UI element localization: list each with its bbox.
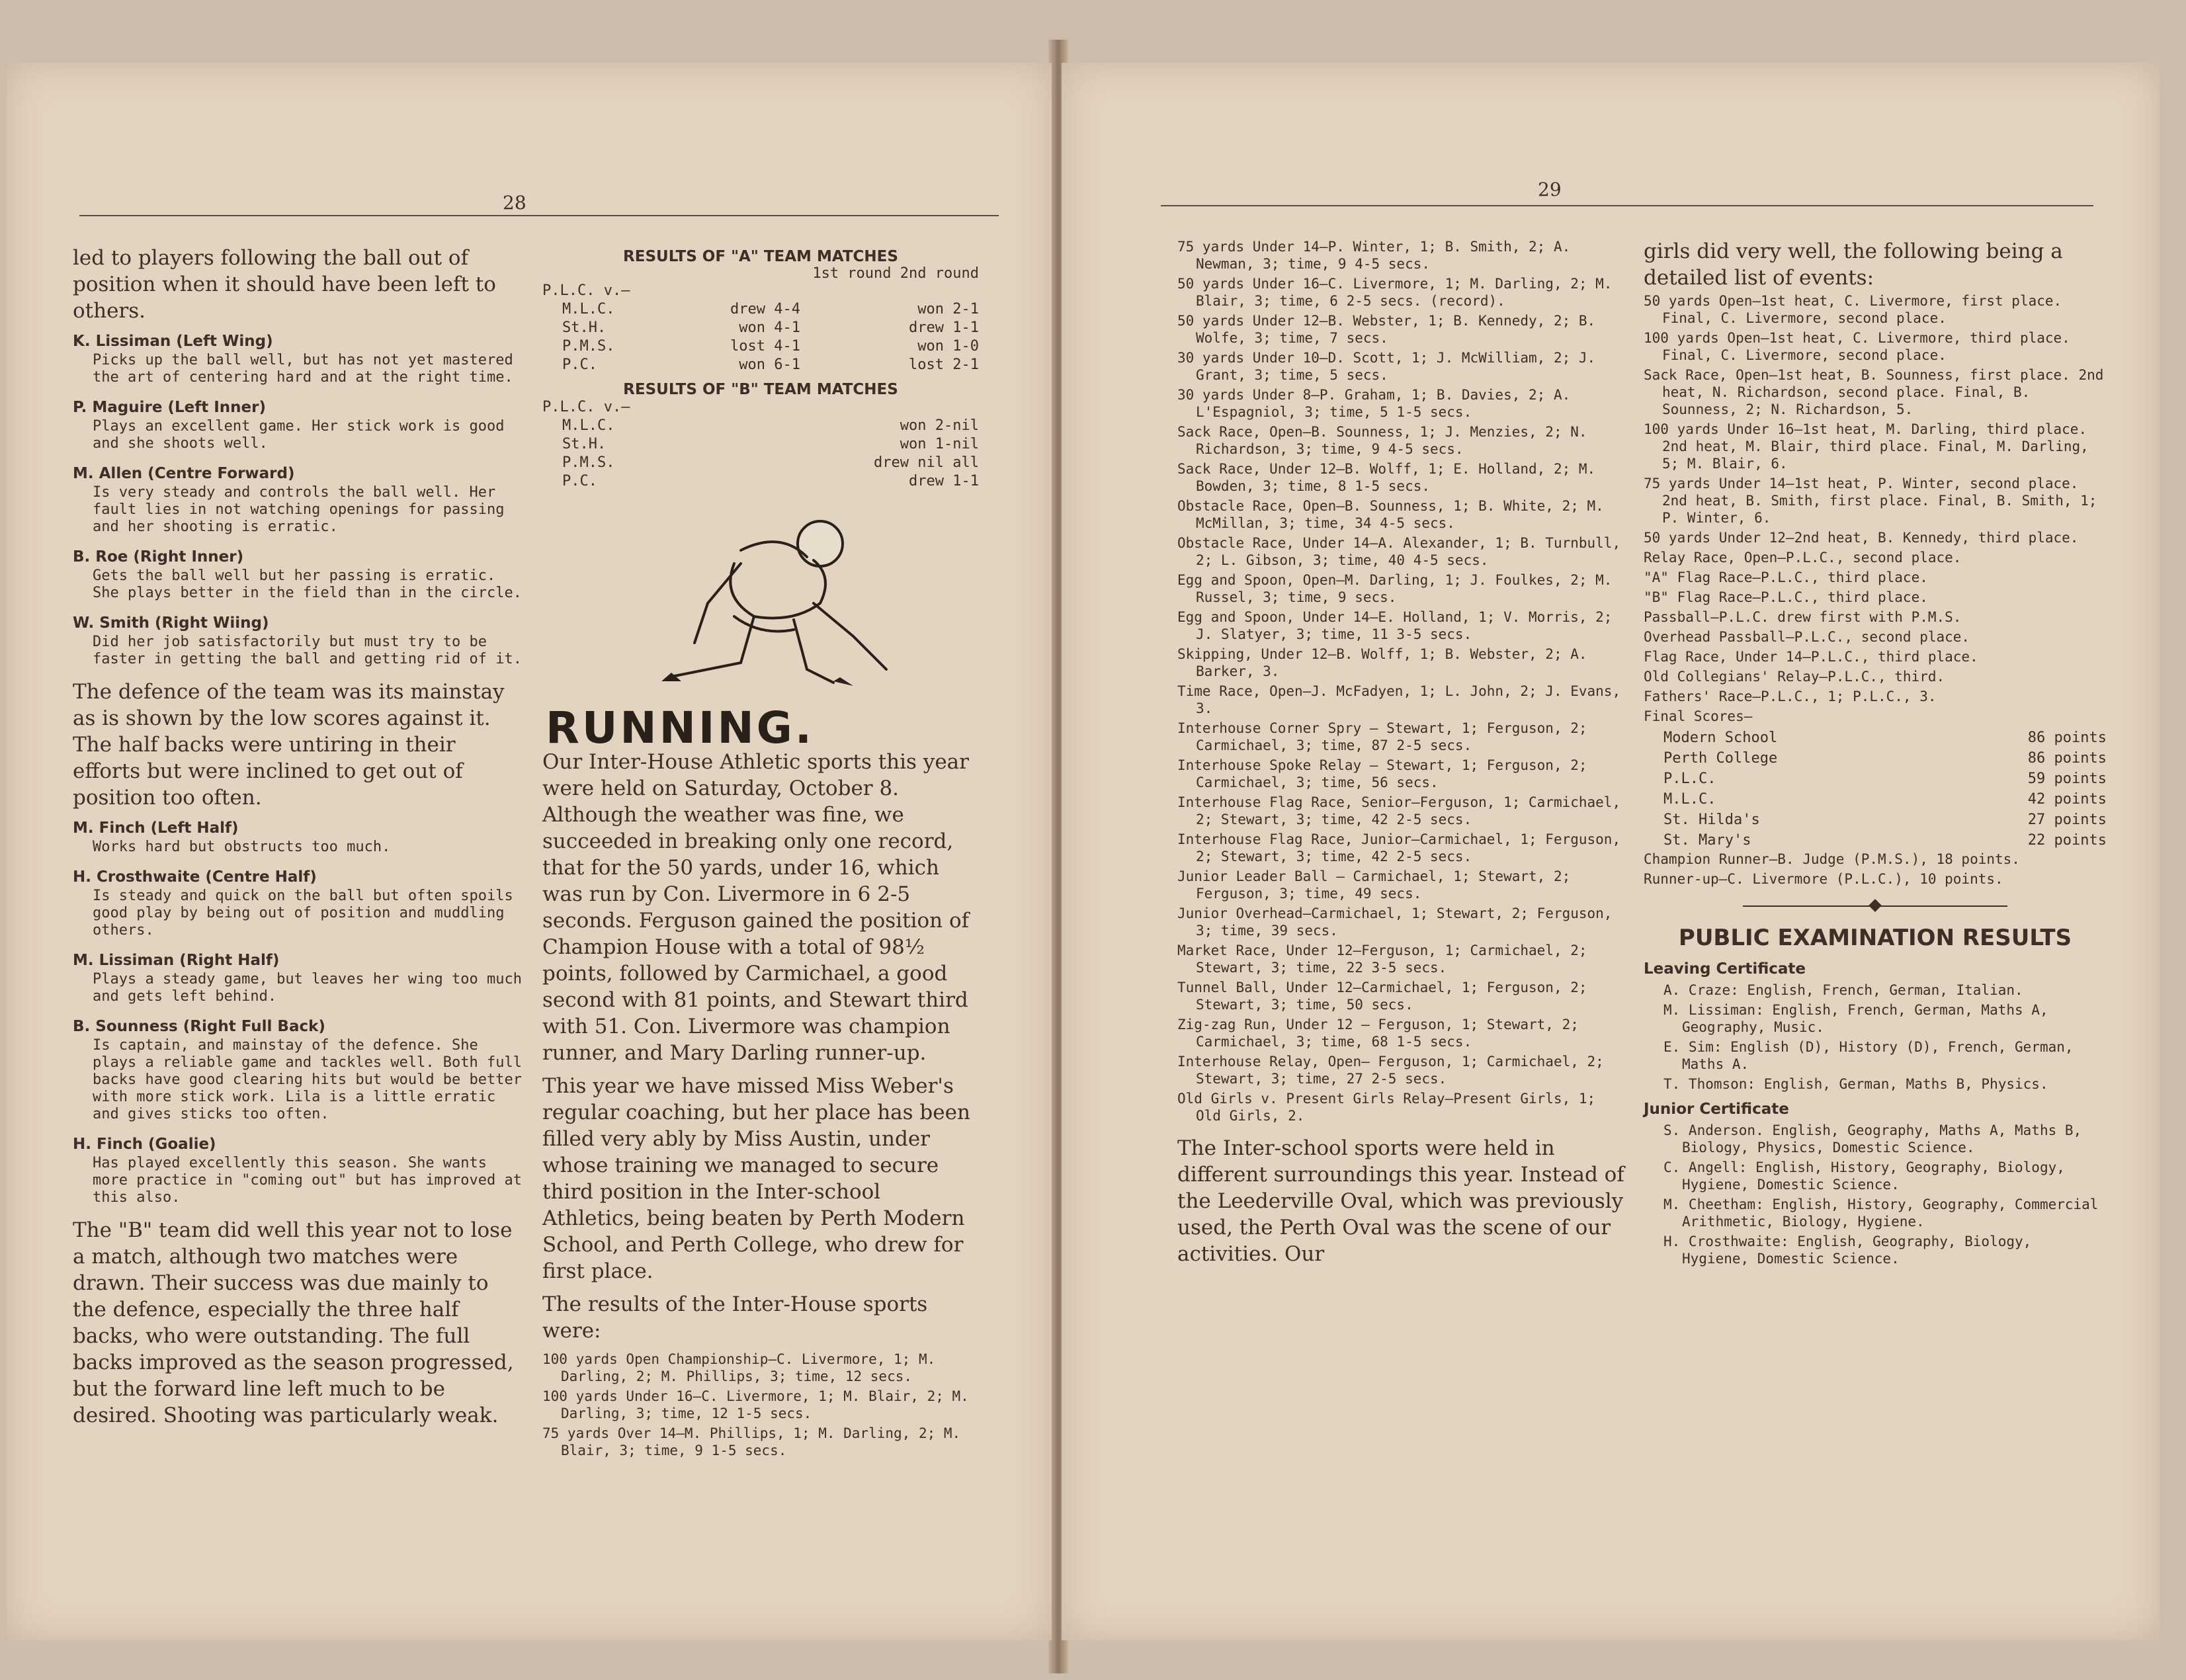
school-points: 42 points: [2027, 791, 2107, 808]
b-team-row: [562, 454, 979, 472]
race-result: Junior Leader Ball — Carmichael, 1; Stewart, 2; Ferguson, 3; time, 49 secs.: [1177, 868, 1571, 902]
school-name: St. Mary's: [1663, 832, 1751, 849]
race-result: Zig-zag Run, Under 12 — Ferguson, 1; Stewart, 2; Carmichael, 3; time, 68 1-5 secs.: [1177, 1017, 1579, 1050]
race-result: 50 yards Under 16—C. Livermore, 1; M. Darling, 2; M. Blair, 3; time, 6 2-5 secs. (record).: [1177, 276, 1613, 309]
player-comment: Plays a steady game, but leaves her wing too much and gets left behind.: [93, 971, 523, 1005]
school-name: Perth College: [1663, 750, 1778, 767]
junior-certificate-heading: Junior Certificate: [1644, 1101, 1789, 1118]
page-number: 29: [1538, 179, 1562, 200]
score-row: [1644, 810, 2107, 830]
event-entry: 50 yards Under 12—2nd heat, B. Kennedy, third place.: [1644, 530, 2079, 546]
public-exam-title: PUBLIC EXAMINATION RESULTS: [1678, 925, 2072, 951]
hockey-column: [73, 245, 523, 1435]
result: drew nil all: [874, 454, 979, 471]
opponent: P.M.S.: [562, 454, 615, 471]
student-result: H. Crosthwaite: English, Geography, Biology, Hygiene, Domestic Science.: [1663, 1234, 2032, 1267]
event-entry: Old Collegians' Relay—P.L.C., third.: [1644, 669, 1945, 685]
student-result: E. Sim: English (D), History (D), French, German, Maths A.: [1663, 1039, 2074, 1072]
b-team-results-title: RESULTS OF "B" TEAM MATCHES: [623, 381, 898, 398]
second-round-result: won 2-1: [917, 301, 979, 317]
left-page: [7, 63, 1052, 1640]
section-divider: [1644, 898, 2107, 914]
running-paragraph: Our Inter-House Athletic sports this year were held on Saturday, October 8. Although the weather was fine, we succeeded in breaking only one record, that for the 50 yards, under 16, which was run by Con. Livermore in 6 2-5 seconds. Ferguson gained the position of Champion House with a total of 98½ points, followed by Carmichael, a good second with 81 points, and Stewart third with 51. Con. Livermore was champion runner, and Mary Darling runner-up.: [542, 750, 970, 1065]
intro-text: led to players following the ball out of position when it should have been left to others.: [73, 246, 496, 323]
first-round-result: won 6-1: [739, 357, 800, 373]
player-name: B. Roe (Right Inner): [73, 548, 244, 566]
student-result: C. Angell: English, History, Geography, Biology, Hygiene, Domestic Science.: [1663, 1159, 2065, 1193]
race-result: Sack Race, Open—B. Sounness, 1; J. Menzies, 2; N. Richardson, 3; time, 9 4-5 secs.: [1177, 424, 1587, 457]
page-number: 28: [503, 192, 526, 214]
first-round-result: drew 4-4: [730, 301, 800, 317]
a-team-table: [542, 300, 979, 374]
rounds-header: 1st round 2nd round: [812, 265, 979, 282]
player-entry: [73, 397, 523, 452]
race-result: 75 yards Under 14—P. Winter, 1; B. Smith, 2; A. Newman, 3; time, 9 4-5 secs.: [1177, 239, 1571, 272]
running-paragraph: The results of the Inter-House sports were:: [542, 1292, 928, 1343]
a-team-row: [562, 319, 979, 337]
player-entry: [73, 950, 523, 1005]
student-result: M. Cheetham: English, History, Geography, Commercial Arithmetic, Biology, Hygiene.: [1663, 1197, 2099, 1230]
leaving-certificate-list: [1644, 982, 2107, 1093]
race-result: Egg and Spoon, Under 14—E. Holland, 1; V. Morris, 2; J. Slatyer, 3; time, 11 3-5 secs.: [1177, 609, 1613, 642]
school-points: 86 points: [2027, 750, 2107, 767]
a-team-vs: P.L.C. v.—: [542, 282, 630, 299]
student-result: S. Anderson. English, Geography, Maths A, Maths B, Biology, Physics, Domestic Science.: [1663, 1122, 2082, 1155]
running-paragraph: This year we have missed Miss Weber's regular coaching, but her place has been filled very ably by Miss Austin, under whose training we managed to secure third position in the Inter-school Athletics, being beaten by Perth Modern School, and Perth College, who drew for first place.: [542, 1074, 970, 1283]
event-entry: 100 yards Under 16—1st heat, M. Darling, third place. 2nd heat, M. Blair, third place. Final, M. Darling, 5; M. Blair, 6.: [1644, 421, 2089, 472]
forwards-list: [73, 331, 523, 668]
race-result: Tunnel Ball, Under 12—Carmichael, 1; Ferguson, 2; Stewart, 3; time, 50 secs.: [1177, 980, 1587, 1013]
race-result: 30 yards Under 8—P. Graham, 1; B. Davies, 2; A. L'Espagniol, 3; time, 5 1-5 secs.: [1177, 387, 1571, 420]
a-team-results-title: RESULTS OF "A" TEAM MATCHES: [623, 248, 898, 265]
race-result: Interhouse Relay, Open— Ferguson, 1; Carmichael, 2; Stewart, 3; time, 27 2-5 secs.: [1177, 1054, 1604, 1087]
race-result: Junior Overhead—Carmichael, 1; Stewart, 2; Ferguson, 3; time, 39 secs.: [1177, 905, 1613, 939]
school-points: 22 points: [2027, 832, 2107, 849]
opponent: P.C.: [562, 473, 597, 489]
race-result: Interhouse Corner Spry — Stewart, 1; Ferguson, 2; Carmichael, 3; time, 87 2-5 secs.: [1177, 720, 1587, 753]
player-name: M. Lissiman (Right Half): [73, 952, 280, 969]
race-result: Interhouse Spoke Relay — Stewart, 1; Ferguson, 2; Carmichael, 3; time, 56 secs.: [1177, 757, 1587, 790]
events-column: [1644, 238, 2107, 1270]
leaving-certificate-heading: Leaving Certificate: [1644, 960, 1806, 978]
b-team-row: [562, 472, 979, 491]
event-entry: Flag Race, Under 14—P.L.C., third place.: [1644, 649, 1978, 665]
defence-paragraph: The defence of the team was its mainstay as is shown by the low scores against it. The half backs were untiring in their efforts but were inclined to get out of position too often.: [73, 680, 505, 810]
school-name: St. Hilda's: [1663, 812, 1760, 828]
events-list: [1644, 292, 2107, 705]
score-row: [1644, 789, 2107, 810]
player-comment: Plays an excellent game. Her stick work is good and she shoots well.: [93, 418, 505, 452]
player-comment: Is steady and quick on the ball but often spoils good play by being out of position and muddling others.: [93, 888, 513, 939]
result: won 1-nil: [900, 436, 979, 452]
player-entry: [73, 331, 523, 386]
race-result: Obstacle Race, Under 14—A. Alexander, 1; B. Turnbull, 2; L. Gibson, 3; time, 40 4-5 secs.: [1177, 535, 1621, 568]
school-points: 86 points: [2027, 730, 2107, 746]
running-results-list: [542, 1351, 979, 1459]
player-comment: Gets the ball well but her passing is erratic. She plays better in the field than in the circle.: [93, 567, 523, 601]
champion-runner: Champion Runner—B. Judge (P.M.S.), 18 points.: [1644, 851, 2020, 867]
race-result: Skipping, Under 12—B. Wolff, 1; B. Webster, 2; A. Barker, 3.: [1177, 646, 1587, 679]
sports-results-list: [1177, 238, 1627, 1124]
opponent: P.M.S.: [562, 338, 615, 355]
player-comment: Did her job satisfactorily but must try to be faster in getting the ball and getting rid of it.: [93, 634, 523, 667]
second-round-result: lost 2-1: [909, 357, 979, 373]
player-entry: [73, 463, 523, 536]
event-entry: Overhead Passball—P.L.C., second place.: [1644, 629, 1970, 645]
b-team-row: [562, 435, 979, 454]
player-name: M. Allen (Centre Forward): [73, 465, 295, 482]
first-round-result: lost 4-1: [730, 338, 800, 355]
player-name: W. Smith (Right Wiing): [73, 614, 269, 632]
student-result: A. Craze: English, French, German, Italian.: [1663, 982, 2023, 998]
junior-certificate-list: [1644, 1122, 2107, 1267]
second-round-result: won 1-0: [917, 338, 979, 355]
diamond-icon: [1869, 899, 1882, 912]
opponent: St.H.: [562, 319, 607, 336]
opponent: M.L.C.: [562, 301, 615, 317]
player-entry: [73, 612, 523, 668]
event-entry: Passball—P.L.C. drew first with P.M.S.: [1644, 609, 1962, 625]
running-illustration: [542, 504, 979, 753]
event-entry: Sack Race, Open—1st heat, B. Sounness, first place. 2nd heat, N. Richardson, second place. Final, B. Sounness, 2; N. Richardson, 5.: [1644, 367, 2104, 417]
player-name: P. Maguire (Left Inner): [73, 399, 266, 416]
event-entry: "B" Flag Race—P.L.C., third place.: [1644, 589, 1928, 605]
final-scores-table: [1644, 728, 2107, 851]
school-points: 27 points: [2027, 812, 2107, 828]
school-name: P.L.C.: [1663, 771, 1716, 787]
player-entry: [73, 1016, 523, 1123]
score-row: [1644, 830, 2107, 851]
player-entry: [73, 546, 523, 602]
results-column: [542, 248, 979, 1462]
player-comment: Is very steady and controls the ball well. Her fault lies in not watching openings for passing and her shooting is erratic.: [93, 484, 505, 535]
b-team-paragraph: The "B" team did well this year not to lose a match, although two matches were drawn. Their success was due mainly to the defence, especially the three half backs, who were outstanding. The full backs improved as the season progressed, but the forward line left much to be desired. Shooting was particularly weak.: [73, 1218, 514, 1427]
player-entry: [73, 1134, 523, 1206]
events-intro: girls did very well, the following being a detailed list of events:: [1644, 239, 2063, 290]
score-row: [1644, 769, 2107, 789]
player-name: B. Sounness (Right Full Back): [73, 1018, 325, 1035]
event-entry: Fathers' Race—P.L.C., 1; P.L.C., 3.: [1644, 689, 1937, 704]
student-result: M. Lissiman: English, French, German, Maths A, Geography, Music.: [1663, 1002, 2048, 1035]
header-rule: [79, 215, 999, 216]
race-result: 30 yards Under 10—D. Scott, 1; J. McWilliam, 2; J. Grant, 3; time, 5 secs.: [1177, 350, 1596, 383]
player-entry: [73, 818, 523, 856]
b-team-row: [562, 417, 979, 435]
player-name: M. Finch (Left Half): [73, 819, 239, 837]
header-rule: [1161, 205, 2093, 206]
race-result: 100 yards Open Championship—C. Livermore, 1; M. Darling, 2; M. Phillips, 3; time, 12 secs.: [542, 1351, 936, 1384]
right-page: [1062, 63, 2160, 1640]
result: drew 1-1: [909, 473, 979, 489]
race-result: Time Race, Open—J. McFadyen, 1; L. John, 2; J. Evans, 3.: [1177, 683, 1621, 716]
student-result: T. Thomson: English, German, Maths B, Physics.: [1663, 1076, 2048, 1092]
race-result: 100 yards Under 16—C. Livermore, 1; M. Blair, 2; M. Darling, 3; time, 12 1-5 secs.: [542, 1388, 969, 1421]
player-comment: Has played excellently this season. She wants more practice in "coming out" but has improved at this also.: [93, 1155, 523, 1206]
race-result: Interhouse Flag Race, Junior—Carmichael, 1; Ferguson, 2; Stewart, 3; time, 42 2-5 secs.: [1177, 831, 1621, 864]
player-comment: Works hard but obstructs too much.: [93, 839, 391, 855]
school-points: 59 points: [2027, 771, 2107, 787]
a-team-row: [562, 356, 979, 374]
event-entry: "A" Flag Race—P.L.C., third place.: [1644, 569, 1928, 585]
a-team-row: [562, 337, 979, 356]
race-result: Obstacle Race, Open—B. Sounness, 1; B. White, 2; M. McMillan, 3; time, 34 4-5 secs.: [1177, 498, 1604, 531]
race-result: Interhouse Flag Race, Senior—Ferguson, 1; Carmichael, 2; Stewart, 3; time, 42 2-5 secs.: [1177, 794, 1621, 827]
b-team-table: [542, 417, 979, 491]
race-result: Market Race, Under 12—Ferguson, 1; Carmichael, 2; Stewart, 3; time, 22 3-5 secs.: [1177, 943, 1587, 976]
school-name: Modern School: [1663, 730, 1778, 746]
sports-results-column: [1177, 238, 1627, 1274]
player-name: K. Lissiman (Left Wing): [73, 333, 273, 350]
player-entry: [73, 866, 523, 939]
event-entry: Relay Race, Open—P.L.C., second place.: [1644, 550, 1962, 566]
first-round-result: won 4-1: [739, 319, 800, 336]
second-round-result: drew 1-1: [909, 319, 979, 336]
opponent: M.L.C.: [562, 417, 615, 434]
player-comment: Picks up the ball well, but has not yet mastered the art of centering hard and at the right time.: [93, 352, 513, 386]
event-entry: 100 yards Open—1st heat, C. Livermore, third place. Final, C. Livermore, second place.: [1644, 330, 2070, 363]
a-team-row: [562, 300, 979, 319]
score-row: [1644, 748, 2107, 769]
inter-school-paragraph: The Inter-school sports were held in different surroundings this year. Instead of the Leederville Oval, which was previously used, the Perth Oval was the scene of our activities. Our: [1177, 1136, 1624, 1266]
opponent: St.H.: [562, 436, 607, 452]
running-paragraphs: [542, 749, 979, 1344]
defenders-list: [73, 818, 523, 1206]
school-name: M.L.C.: [1663, 791, 1716, 808]
race-result: Old Girls v. Present Girls Relay—Present Girls, 1; Old Girls, 2.: [1177, 1091, 1596, 1124]
player-name: H. Crosthwaite (Centre Half): [73, 868, 317, 886]
race-result: Egg and Spoon, Open—M. Darling, 1; J. Foulkes, 2; M. Russel, 3; time, 9 secs.: [1177, 572, 1613, 605]
runner-up: Runner-up—C. Livermore (P.L.C.), 10 points.: [1644, 871, 2003, 887]
event-entry: 50 yards Open—1st heat, C. Livermore, first place. Final, C. Livermore, second place.: [1644, 293, 2062, 326]
running-heading: RUNNING.: [546, 702, 814, 753]
event-entry: 75 yards Under 14—1st heat, P. Winter, second place. 2nd heat, B. Smith, first place. Final, B. Smith, 1; P. Winter, 6.: [1644, 476, 2097, 526]
result: won 2-nil: [900, 417, 979, 434]
score-row: [1644, 728, 2107, 748]
player-name: H. Finch (Goalie): [73, 1136, 216, 1153]
race-result: Sack Race, Under 12—B. Wolff, 1; E. Holland, 2; M. Bowden, 3; time, 8 1-5 secs.: [1177, 461, 1596, 494]
race-result: 50 yards Under 12—B. Webster, 1; B. Kennedy, 2; B. Wolfe, 3; time, 7 secs.: [1177, 313, 1596, 346]
final-scores-label: Final Scores—: [1644, 708, 1753, 724]
race-result: 75 yards Over 14—M. Phillips, 1; M. Darling, 2; M. Blair, 3; time, 9 1-5 secs.: [542, 1425, 961, 1458]
player-comment: Is captain, and mainstay of the defence. She plays a reliable game and tackles well. Both full backs have good clearing hits but would be better with more stick work. Lila is a little erratic and gives sticks too often.: [93, 1037, 523, 1122]
b-team-vs: P.L.C. v.—: [542, 399, 630, 415]
opponent: P.C.: [562, 357, 597, 373]
runner-drawing-icon: [542, 504, 979, 702]
